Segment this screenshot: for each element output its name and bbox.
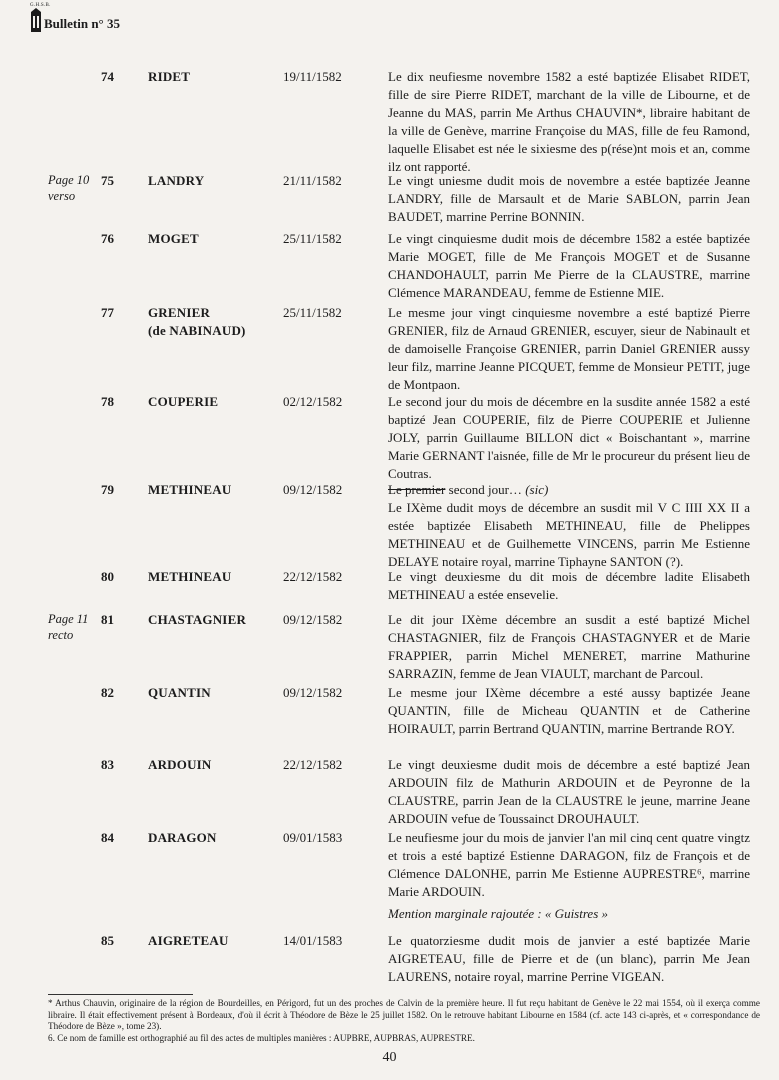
marginal-note: Mention marginale rajoutée : « Guistres » xyxy=(388,906,609,921)
footnotes xyxy=(48,998,760,1044)
entry-date: 19/11/1582 xyxy=(283,69,342,84)
entry-date: 09/01/1583 xyxy=(283,830,343,845)
entry-number: 77 xyxy=(101,305,114,320)
footnote-asterisk: * Arthus Chauvin, originaire de la région de Bourdeilles, en Périgord, fut un des proches de Calvin de la première heure. Il fut reçu habitant de Genève le 22 mai 1554, où il exerça comme libraire. Il était effectivement présent à Bordeaux, d'où il écrit à Théodore de Bèze le 25 juillet 1582. On le retrouve habitant Libourne en 1584 (cf. acte 143 ci-après, et « correspondance de Théodore de Bèze », tome 23). xyxy=(48,998,760,1031)
entry-text: Le dit jour IXème décembre an susdit a esté baptizé Michel CHASTAGNIER, filz de François CHASTAGNYER et de Marie FRAPPIER, parrin Michel MENERET, marrine Mathurine SARRAZIN, femme de Jean VIAULT, marchant de Parcoul. xyxy=(388,612,750,681)
entry-text-block xyxy=(388,481,750,571)
entry-date: 09/12/1582 xyxy=(283,685,343,700)
entry-number: 82 xyxy=(101,685,114,700)
page-number: 40 xyxy=(382,1050,397,1065)
entry-text: Le vingt cinquiesme dudit mois de décembre 1582 a estée baptizée Marie MOGET, fille de Me François MOGET et de Susanne CHANDOHAULT, parrin Me Pierre de la CLAUSTRE, marrine Clémence MARANDEAU, femme de Estienne MIE. xyxy=(388,231,750,300)
entry-date: 25/11/1582 xyxy=(283,305,342,320)
struck-text: Le premier xyxy=(388,482,446,497)
entry-surname: QUANTIN xyxy=(148,685,211,700)
entry-surname-secondary: (de NABINAUD) xyxy=(148,323,246,338)
entry-date: 09/12/1582 xyxy=(283,482,343,497)
entry-surname: METHINEAU xyxy=(148,482,232,497)
line-rest: second jour… xyxy=(445,482,526,497)
entry-number: 75 xyxy=(101,173,114,188)
entry-surname: LANDRY xyxy=(148,173,205,188)
entry-number: 79 xyxy=(101,482,114,497)
entry-surname: GRENIER xyxy=(148,305,211,320)
entry-date: 14/01/1583 xyxy=(283,933,343,948)
entry-number: 81 xyxy=(101,612,114,627)
entry-date: 25/11/1582 xyxy=(283,231,342,246)
sic-mark: (sic) xyxy=(525,482,549,497)
entry-surname: DARAGON xyxy=(148,830,217,845)
page-reference: Page 10 verso xyxy=(48,173,90,203)
entry-number: 83 xyxy=(101,757,114,772)
struck-line xyxy=(388,481,750,499)
entry-surname: COUPERIE xyxy=(148,394,219,409)
entry-surname: MOGET xyxy=(148,231,199,246)
entry-text: Le quatorziesme dudit mois de janvier a esté baptizée Marie AIGRETEAU, fille de Pierre et de (un blanc), parrin Me Jean LAURENS, notaire royal, marrine Perrine VIGEAN. xyxy=(388,933,750,984)
entry-text: Le mesme jour vingt cinquiesme novembre a esté baptizé Pierre GRENIER, filz de Arnaud GRENIER, escuyer, sieur de Nabinault et de damoiselle Françoise GRENIER, parrin Daniel GRENIER aussy leur filz, marrine Jeanne PICQUET, femme de Monsieur PETIT, juge de Montpaon. xyxy=(388,305,750,392)
entry-date: 22/12/1582 xyxy=(283,569,343,584)
entry-text: Le mesme jour IXème décembre a esté aussy baptizée Jeane QUANTIN, fille de Micheau QUANTIN et de Catherine HOIRAULT, parrin Bertrand QUANTIN, marrine Bertrande ROY. xyxy=(388,685,750,736)
entry-date: 09/12/1582 xyxy=(283,612,343,627)
entry-surname: AIGRETEAU xyxy=(148,933,229,948)
page-reference: Page 11 recto xyxy=(48,612,89,642)
entry-text: Le vingt deuxiesme dudit mois de décembre a esté baptizé Jean ARDOUIN filz de Mathurin ARDOUIN et de Peyronne de la CLAUSTRE, parrin Jean de la CLAUSTRE le jeune, marrine Jeane ARDOUIN vefue de Toussainct DROUHAULT. xyxy=(388,757,750,826)
entry-surname: RIDET xyxy=(148,69,191,84)
entry-text: Le IXème dudit moys de décembre an susdit mil V C IIII XX II a estée baptizée Elisabeth METHINEAU, fille de Phelippes METHINEAU et de Guilhemette VINCENS, parrin Me Estienne DELAYE notaire royal, marrine Tiphayne SANTON (?). xyxy=(388,500,750,569)
entry-date: 21/11/1582 xyxy=(283,173,342,188)
brand-label: G.H.S.B. xyxy=(30,3,51,8)
entry-surname: ARDOUIN xyxy=(148,757,212,772)
footnote-6: 6. Ce nom de famille est orthographié au fil des actes de multiples manières : AUPBRE, AUPBRAS, AUPRESTRE. xyxy=(48,1032,475,1043)
entry-number: 80 xyxy=(101,569,114,584)
entry-number: 74 xyxy=(101,69,114,84)
entry-text: Le second jour du mois de décembre en la susdite année 1582 a esté baptizé Jean COUPERIE, filz de Pierre COUPERIE et Julienne JOLY, parrin Guillaume BILLON dict « Boischantant », marrine Marie GERNANT l'aisnée, fille de Mr le procureur du présent lieu de Coutras. xyxy=(388,394,750,481)
entry-number: 78 xyxy=(101,394,114,409)
footnote-divider xyxy=(48,994,193,995)
entry-date: 02/12/1582 xyxy=(283,394,343,409)
entry-date: 22/12/1582 xyxy=(283,757,343,772)
entry-number: 76 xyxy=(101,231,114,246)
entry-surname: METHINEAU xyxy=(148,569,232,584)
entry-number: 84 xyxy=(101,830,114,845)
entry-number: 85 xyxy=(101,933,114,948)
entry-text: Le dix neufiesme novembre 1582 a esté baptizée Elisabet RIDET, fille de sire Pierre RIDET, marchant de la ville de Libourne, et de Jeanne du MAS, parrin Me Arthus CHAUVIN*, libraire habitant de la ville de Genève, marrine Françoise du MAS, fille de feu Ramond, laquelle Elisabet est née le sixiesme des p(rése)nt mois et an, comme ilz ont rapporté. xyxy=(388,69,750,174)
bulletin-title: Bulletin n° 35 xyxy=(44,16,120,31)
entry-surname: CHASTAGNIER xyxy=(148,612,247,627)
entry-text: Le vingt uniesme dudit mois de novembre a estée baptizée Jeanne LANDRY, fille de Marsault et de Marie SABLON, parrin Jean BAUDET, marrine Perrine BONNIN. xyxy=(388,173,750,224)
entry-text: Le vingt deuxiesme du dit mois de décembre ladite Elisabeth METHINEAU a estée ensevelie. xyxy=(388,569,750,602)
entry-text: Le neufiesme jour du mois de janvier l'an mil cinq cent quatre vingtz et trois a esté baptizé Estienne DARAGON, filz de François et de Clémence DALONHE, parrin Me Estienne AUPRESTRE⁶, marrine Marie ARDOUIN. xyxy=(388,830,750,899)
